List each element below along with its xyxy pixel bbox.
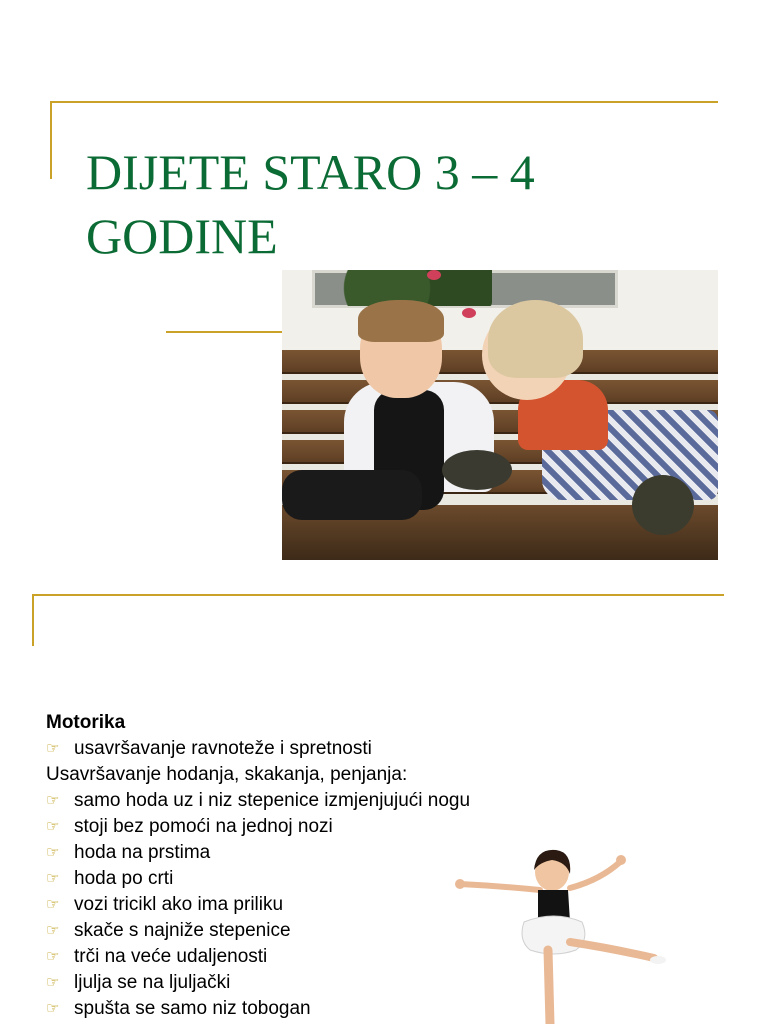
title-line-1: DIJETE STARO 3 – 4 [86, 144, 535, 200]
list-item: ☞ hoda po crti [46, 866, 666, 892]
pointing-hand-icon: ☞ [46, 792, 60, 809]
pointing-hand-icon: ☞ [46, 974, 60, 991]
pointing-hand-icon: ☞ [46, 922, 60, 939]
pointing-hand-icon: ☞ [46, 896, 60, 913]
accent-line-top [32, 594, 724, 596]
pointing-hand-icon: ☞ [46, 948, 60, 965]
photo-flower [427, 270, 441, 280]
slide-title [86, 140, 686, 268]
girl-shoe [442, 450, 512, 490]
section-heading: Motorika [46, 712, 126, 733]
pointing-hand-icon: ☞ [46, 1000, 60, 1017]
pointing-hand-icon: ☞ [46, 740, 60, 757]
list-item: ☞ usavršavanje ravnoteže i spretnosti [46, 736, 666, 762]
title-line-2: GODINE [86, 208, 278, 264]
list-item: ☞ vozi tricikl ako ima priliku [46, 892, 666, 918]
girl-shoe [632, 475, 694, 535]
boy-legs [282, 470, 422, 520]
children-on-bench-photo [282, 270, 718, 560]
pointing-hand-icon: ☞ [46, 870, 60, 887]
dancing-girl-image [440, 840, 680, 1024]
intro-bullet-list [46, 736, 666, 762]
list-item: ☞ samo hoda uz i niz stepenice izmjenjujući nogu [46, 788, 666, 814]
list-item: ☞ stoji bez pomoći na jednoj nozi [46, 814, 666, 840]
accent-line-top [50, 101, 718, 103]
list-item: ☞ skače s najniže stepenice [46, 918, 666, 944]
pointing-hand-icon: ☞ [46, 844, 60, 861]
subheading: Usavršavanje hodanja, skakanja, penjanja: [46, 764, 408, 785]
list-item: ☞ spušta se samo niz tobogan [46, 996, 666, 1022]
slide-2 [0, 580, 768, 1024]
photo-flower [462, 308, 476, 318]
accent-line-left [32, 594, 34, 646]
accent-line-left [50, 101, 52, 179]
list-item: ☞ hoda na prstima [46, 840, 666, 866]
accent-line-middle [166, 331, 282, 333]
pointing-hand-icon: ☞ [46, 818, 60, 835]
list-item: ☞ ljulja se na ljuljački [46, 970, 666, 996]
girl-hair [488, 300, 583, 378]
list-item: ☞ trči na veće udaljenosti [46, 944, 666, 970]
boy-hair [358, 300, 444, 342]
